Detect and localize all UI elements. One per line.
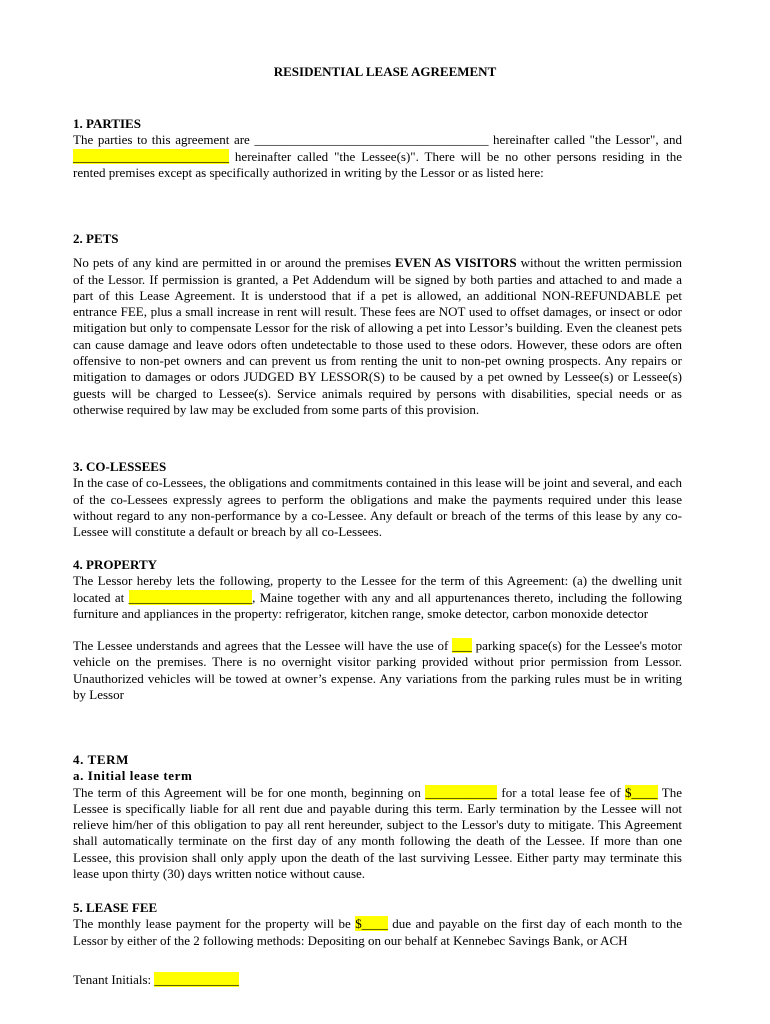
parking-text-1: The Lessee understands and agrees that the Lessee will have the use of: [73, 638, 453, 654]
section-pets: [73, 231, 682, 418]
parties-text-1: The parties to this agreement are: [73, 132, 255, 148]
colessees-heading: 3. CO-LESSEES: [73, 459, 167, 474]
document-title: RESIDENTIAL LEASE AGREEMENT: [273, 64, 497, 79]
property-text-1: The Lessor hereby lets the following, property to the Lessee for the term of this Agreement: (a) the dwelling unit located at: [73, 573, 682, 605]
parties-text-2: hereinafter called "the Lessor", and: [488, 132, 682, 148]
section-term: [73, 752, 682, 882]
pets-text-2: without the written permission of the Lessor. If permission is granted, a Pet Addendum will be signed by both parties and attached to and made a part of this Lease Agreement. It is understood that if a pet is allowed, an additional NON-REFUNDABLE pet entrance FEE, plus a small increase in rent will result. These fees are NOT used to offset damages, or insect or odor mitigation but only to compensate Lessor for the risk of allowing a pet into Lessor’s building. Even the cleanest pets can cause damage and leave odors often undetectable to those used to these odors. However, these odors are often offensive to non-pet owners and can prevent us from renting the unit to non-pet owning prospects. Any repairs or mitigation to damages or odors JUDGED BY LESSOR(S) to be caused by a pet owned by Lessee(s) or Lessee(s) guests will be charged to Lessee(s). Service animals required by persons with disabilities, special needs or as otherwise required by law may be excluded from some parts of this provision.: [73, 255, 683, 417]
section-colessees: [73, 459, 682, 540]
term-text: [73, 785, 682, 883]
fee-text-1: The monthly lease payment for the property will be: [73, 916, 356, 932]
property-text-2: , Maine together with any and all appurtenances thereto, including the following furniture and appliances in the property: refrigerator, kitchen range, smoke detector, carbon monoxide detector: [73, 589, 682, 621]
fee-heading: 5. LEASE FEE: [73, 900, 158, 915]
lessor-name-blank[interactable]: ____________________________________: [254, 132, 489, 148]
section-property: [73, 557, 682, 703]
parking-text-2: parking space(s) for the Lessee's motor vehicle on the premises. There is no overnight visitor parking provided without prior permission from Lessor. Unauthorized vehicles will be towed at owner’s expense. Any variations from the parking rules must be in writing by Lessor: [73, 638, 682, 703]
term-text-1: The term of this Agreement will be for one month, beginning on: [73, 784, 426, 800]
parties-heading: 1. PARTIES: [73, 116, 141, 131]
term-heading: 4. TERM: [73, 752, 129, 767]
pets-text: [73, 255, 682, 418]
lessee-name-blank[interactable]: ________________________: [73, 148, 229, 164]
monthly-payment-blank[interactable]: $____: [355, 916, 388, 932]
tenant-initials-line: [73, 972, 682, 988]
colessees-text: In the case of co-Lessees, the obligations and commitments contained in this lease will be joint and several, and each of the co-Lessees expressly agrees to perform the obligations and make the payments required under this lease without regard to any non-performance by a co-Lessee. Any default or breach of the terms of this lease by any co-Lessee will constitute a default or breach by all co-Lessees.: [73, 475, 682, 540]
parties-text: [73, 132, 682, 181]
section-parties: [73, 116, 682, 181]
parking-text: [73, 638, 682, 703]
tenant-initials-label: Tenant Initials:: [73, 972, 155, 987]
property-heading: 4. PROPERTY: [73, 557, 158, 572]
pets-heading: 2. PETS: [73, 231, 119, 246]
term-text-3: The Lessee is specifically liable for all rent due and payable during this term. Early termination by the Lessee will not relieve him/her of this obligation to pay all rent hereunder, subject to the Lessor's duty to mitigate. This Agreement shall automatically terminate on the first day of any month following the death of the Lessee. If more than one Lessee, this provision shall only apply upon the death of the last surviving Lessee. Either party may terminate this lease upon thirty (30) days written notice without cause.: [73, 784, 682, 882]
property-address-blank[interactable]: ___________________: [128, 589, 253, 605]
fee-text: [73, 916, 682, 949]
pets-text-bold: EVEN AS VISITORS: [395, 255, 517, 271]
section-lease-fee: [73, 900, 682, 949]
term-subheading: a. Initial lease term: [73, 768, 193, 784]
pets-text-1: No pets of any kind are permitted in or around the premises: [73, 255, 396, 271]
parking-spaces-blank[interactable]: ___: [452, 638, 472, 654]
tenant-initials-blank[interactable]: _____________: [154, 972, 239, 987]
start-date-blank[interactable]: ___________: [425, 784, 497, 800]
lease-fee-blank[interactable]: $____: [625, 784, 658, 800]
fee-text-2: due and payable on the first day of each month to the Lessor by either of the 2 following methods: Depositing on our behalf at Kennebec Savings Bank, or ACH: [73, 916, 682, 948]
property-text: [73, 573, 682, 622]
term-text-2: for a total lease fee of: [496, 784, 626, 800]
parties-text-3: hereinafter called "the Lessee(s)". There will be no other persons residing in the rented premises except as specifically authorized in writing by the Lessor or as listed here:: [73, 148, 682, 180]
